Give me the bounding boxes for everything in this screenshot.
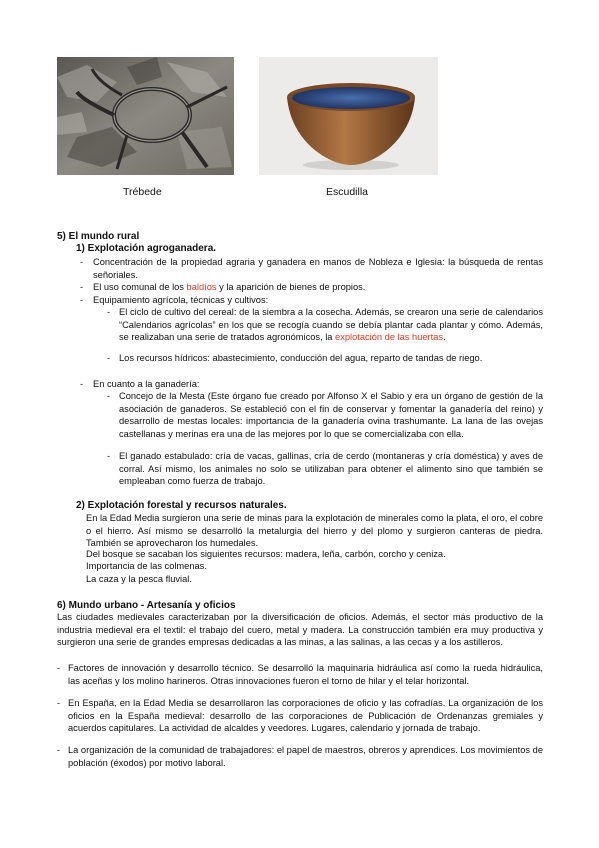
baldios-link[interactable]: baldíos [186, 282, 217, 292]
rural-bullet-2-post: y la aparición de bienes de propios. [216, 282, 366, 292]
bullet-dash: - [107, 451, 111, 461]
rural-bullet-3: Equipamiento agrícola, técnicas y cultivos: [93, 295, 269, 305]
escudilla-caption: Escudilla [326, 186, 369, 198]
subsection-2-heading: 2) Explotación forestal y recursos naturales. [76, 500, 287, 511]
bullet-dash: - [80, 295, 84, 305]
bullet-dash: - [107, 353, 111, 363]
escudilla-photo [259, 57, 438, 175]
forestal-paragraph-3: Importancia de las colmenas. [86, 561, 207, 571]
forestal-paragraph-1: En la Edad Media surgieron una serie de minas para la explotación de minerales como la plata, el oro, el cobre o el hierro. Así mismo se desarrolló la metalurgia del hierro y del plomo y surgieron canteras de piedra. También se aprovecharon los humedales. [86, 513, 543, 549]
rural-bullet-3a-post: . [443, 332, 446, 343]
trebede-caption: Trébede [123, 186, 162, 198]
trebede-photo [57, 57, 234, 175]
section-6-heading: 6) Mundo urbano - Artesanía y oficios [57, 600, 236, 611]
rural-bullet-3b: Los recursos hídricos: abastecimiento, conducción del agua, reparto de tandas de riego. [119, 353, 483, 363]
rural-bullet-4: En cuanto a la ganadería: [93, 379, 200, 389]
rural-bullet-1: Concentración de la propiedad agraria y ganadera en manos de Nobleza e Iglesia: la búsqueda de rentas señoriales. [93, 257, 543, 280]
bullet-dash: - [57, 698, 61, 708]
bullet-dash: - [80, 282, 84, 292]
bullet-dash: - [80, 257, 84, 267]
bullet-dash: - [57, 745, 61, 755]
bullet-dash: - [57, 663, 61, 673]
rural-bullet-3a-pre: El ciclo de cultivo del cereal: de la siembra a la cosecha. Además, se crearon una serie de calendarios “Calendarios agrícolas” en los que se recogía cuando se debía plantar cada plantar y cómo. Además, se realizaban una serie de tratados agronómicos, la [119, 307, 543, 343]
subsection-1-heading: 1) Explotación agroganadera. [76, 243, 217, 254]
rural-bullet-3a [119, 306, 543, 344]
rural-bullet-4a: Concejo de la Mesta (Este órgano fue creado por Alfonso X el Sabio y era un órgano de gestión de la asociación de ganaderos. Se estableció con el fin de conservar y fomentar la ganadería del reino) y desarrollo de mestas locales: importancia de la ganadería ovina trashumante. La lana de las ovejas castellanas y merinas era una de las mejores por lo que se comercializaba con ella. [119, 391, 543, 439]
urbano-bullet-1: Factores de innovación y desarrollo técnico. Se desarrolló la maquinaria hidráulica así como la rueda hidráulica, las aceñas y los molino harineros. Otras innovaciones fueron el torno de hilar y el telar horizontal. [68, 663, 543, 686]
bullet-dash: - [80, 379, 84, 389]
rural-bullet-2-pre: El uso comunal de los [93, 282, 187, 292]
huertas-link[interactable]: explotación de las huertas [335, 332, 444, 343]
forestal-paragraph-4: La caza y la pesca fluvial. [86, 574, 192, 584]
bullet-dash: - [107, 391, 111, 401]
rural-bullet-2 [93, 281, 543, 294]
section-5-heading: 5) El mundo rural [57, 231, 140, 242]
bullet-dash: - [107, 307, 111, 317]
urbano-bullet-2: En España, en la Edad Media se desarrollaron las corporaciones de oficio y las cofradías. La organización de los oficios en la España medieval: desarrollo de las corporaciones de Publicación de Ordenanzas gremiales y acuerdos capitulares. La actividad de alcaldes y veedores. Lugares, calendario y jornada de trabajo. [68, 698, 543, 734]
rural-bullet-4b: El ganado estabulado: cría de vacas, gallinas, cría de cerdo (montaneras y cría doméstica) y aves de corral. Así mismo, los animales no solo se utilizaban para obtener el alimento sino que también se empleaban como fuerza de trabajo. [119, 451, 543, 487]
urbano-intro: Las ciudades medievales caracterizaban por la diversificación de oficios. Además, el sector más productivo de la industria medieval era el textil: el trabajo del cuero, metal y madera. La construcción también era muy productiva y surgieron una serie de grandes empresas dedicadas a las minas, a las salinas, a las cecas y a los astilleros. [57, 612, 543, 648]
forestal-paragraph-2: Del bosque se sacaban los siguientes recursos: madera, leña, carbón, corcho y ceniza. [86, 549, 446, 559]
urbano-bullet-3: La organización de la comunidad de trabajadores: el papel de maestros, obreros y aprendices. Los movimientos de población (éxodos) por motivo laboral. [68, 745, 543, 768]
